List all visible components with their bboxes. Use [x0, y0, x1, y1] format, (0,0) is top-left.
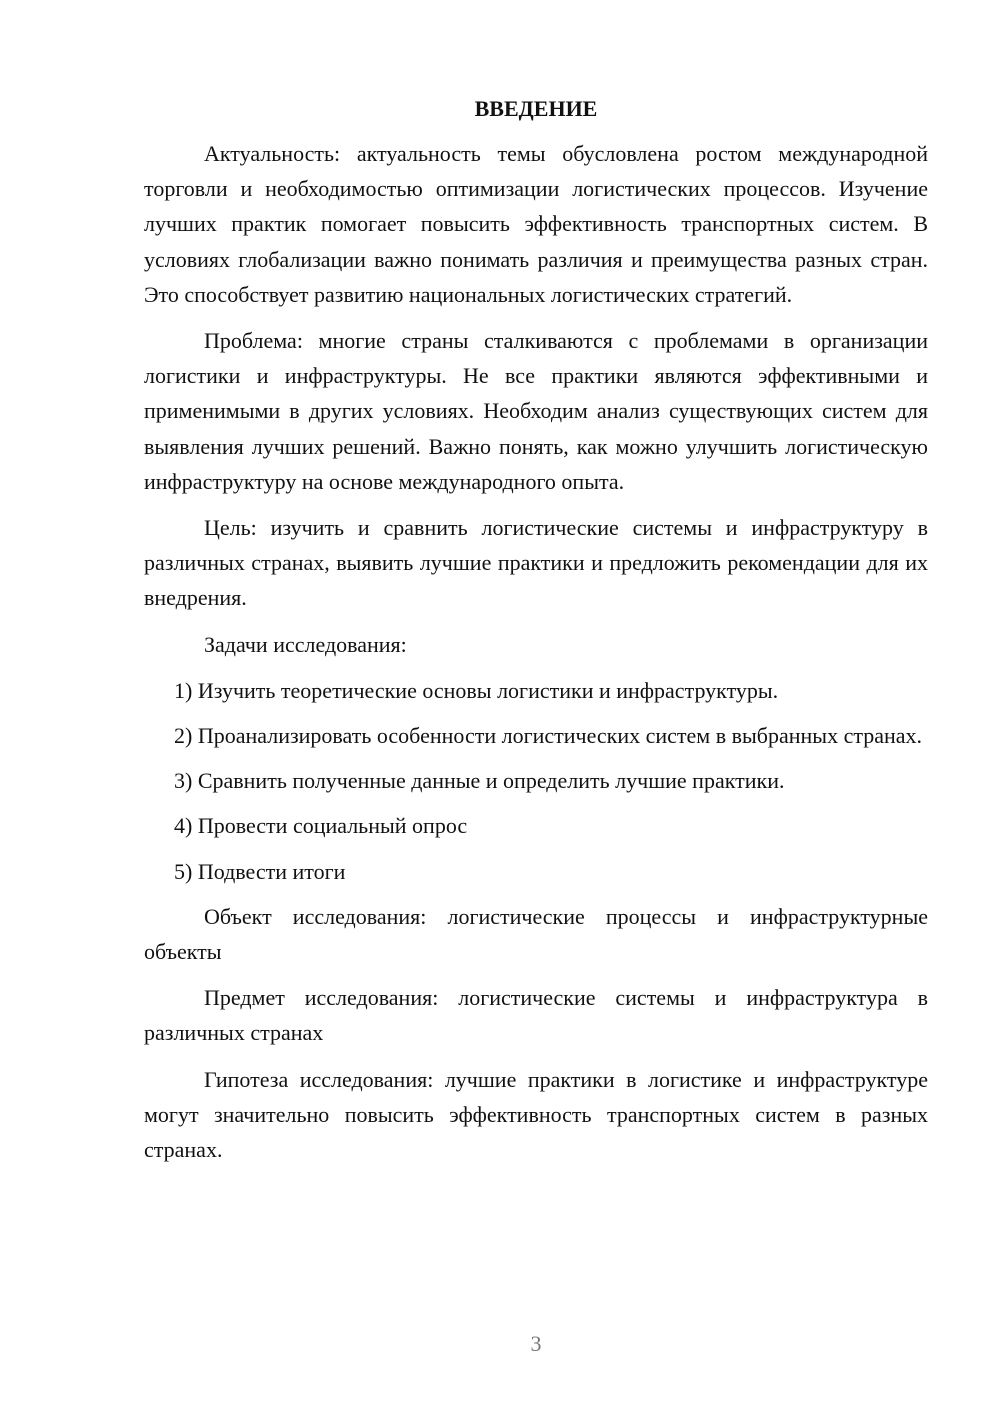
page-content — [144, 94, 928, 1178]
subject-paragraph: Предмет исследования: логистические системы и инфраструктура в различных странах — [144, 985, 928, 1046]
page-number: 3 — [530, 1331, 542, 1356]
task-item-4: 4) Провести социальный опрос — [174, 813, 468, 839]
problem-paragraph: Проблема: многие страны сталкиваются с проблемами в организации логистики и инфраструктуры. Не все практики являются эффективными и применимыми в других условиях. Необходим анализ существующих систем для выявления лучших решений. Важно понять, как можно улучшить логистическую инфраструктуру на основе международного опыта. — [144, 328, 928, 494]
relevance-paragraph: Актуальность: актуальность темы обусловлена ростом международной торговли и необходимостью оптимизации логистических процессов. Изучение лучших практик помогает повысить эффективность транспортных систем. В условиях глобализации важно понимать различия и преимущества разных стран. Это способствует развитию национальных логистических стратегий. — [144, 141, 928, 307]
tasks-title: Задачи исследования: — [204, 631, 407, 657]
task-item-5: 5) Подвести итоги — [174, 858, 346, 884]
task-item-2: 2) Проанализировать особенности логистических систем в выбранных странах. — [174, 723, 923, 749]
section-heading: ВВЕДЕНИЕ — [474, 96, 598, 121]
hypothesis-paragraph: Гипотеза исследования: лучшие практики в логистике и инфраструктуре могут значительно повысить эффективность транспортных систем в разных странах. — [144, 1066, 928, 1163]
goal-paragraph: Цель: изучить и сравнить логистические системы и инфраструктуру в различных странах, выявить лучшие практики и предложить рекомендации для их внедрения. — [144, 515, 928, 611]
task-item-3: 3) Сравнить полученные данные и определить лучшие практики. — [174, 768, 785, 794]
task-item-1: 1) Изучить теоретические основы логистики и инфраструктуры. — [174, 677, 779, 703]
object-paragraph: Объект исследования: логистические процессы и инфраструктурные объекты — [144, 903, 928, 965]
